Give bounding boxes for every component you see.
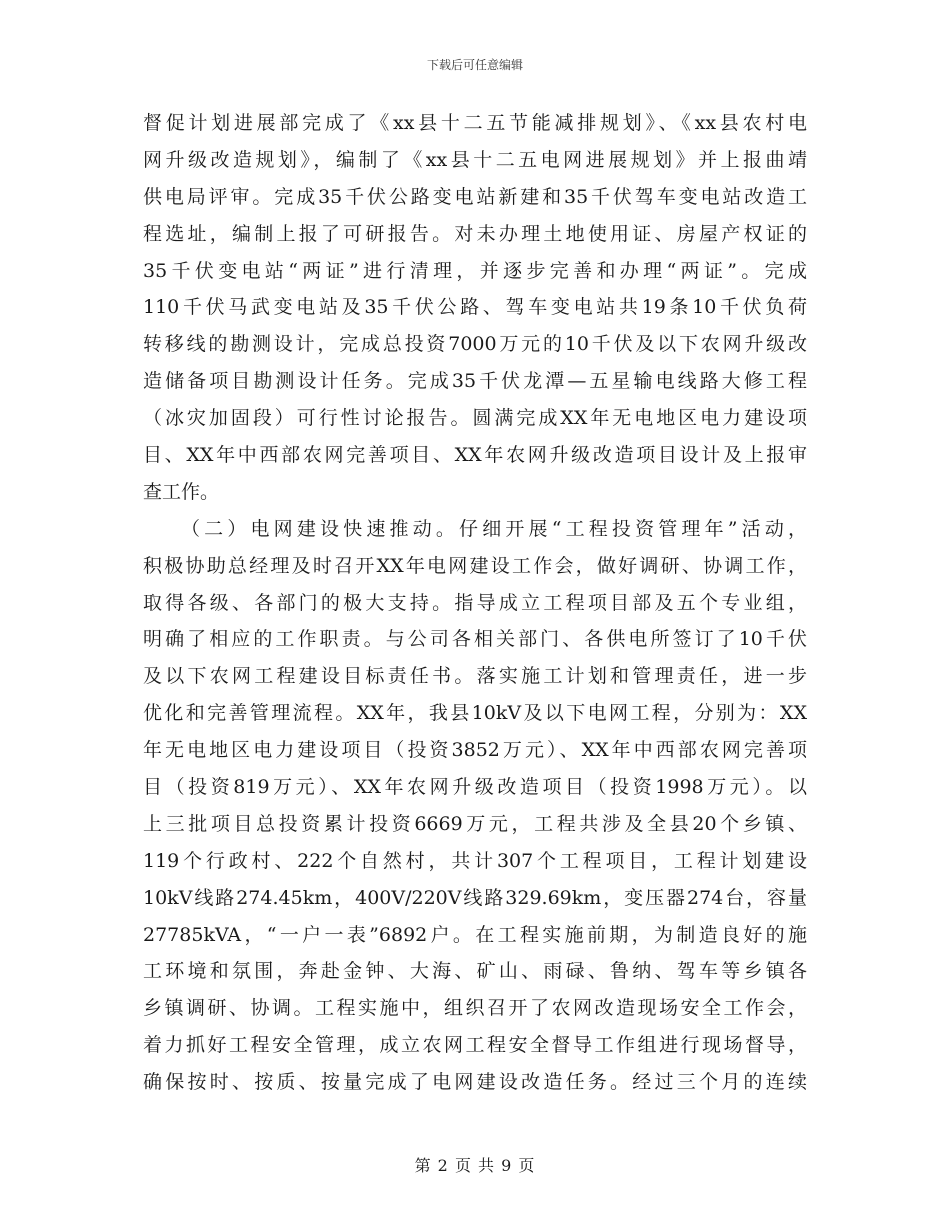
body-line: 着力抓好工程安全管理，成立农网工程安全督导工作组进行现场督导， [143,1034,807,1057]
body-line: 造储备项目勘测设计任务。完成35千伏龙潭—五星输电线路大修工程 [143,370,807,393]
body-line: 目、XX年中西部农网完善项目、XX年农网升级改造项目设计及上报审 [143,444,807,467]
body-line: 程选址，编制上报了可研报告。对未办理土地使用证、房屋产权证的 [143,222,807,245]
body-line: 119个行政村、222个自然村，共计307个工程项目，工程计划建设 [143,849,807,872]
body-line: 查工作。 [143,480,220,503]
page-header-note: 下载后可任意编辑 [426,58,523,72]
body-line: 优化和完善管理流程。XX年，我县10kV及以下电网工程，分别为：XX [143,702,807,725]
body-line: 确保按时、按质、按量完成了电网建设改造任务。经过三个月的连续 [143,1071,807,1094]
body-line: 上三批项目总投资累计投资6669万元，工程共涉及全县20个乡镇、 [143,812,807,835]
body-line: 供电局评审。完成35千伏公路变电站新建和35千伏驾车变电站改造工 [143,185,807,208]
body-line: 督促计划进展部完成了《xx县十二五节能减排规划》、《xx县农村电 [143,112,807,134]
body-line: 27785kVA，“一户一表”6892户。在工程实施前期，为制造良好的施 [143,923,807,946]
body-line: 年无电地区电力建设项目（投资3852万元）、XX年中西部农网完善项 [143,739,807,762]
body-line: 取得各级、各部门的极大支持。指导成立工程项目部及五个专业组， [143,591,807,614]
body-line: 10kV线路274.45km，400V/220V线路329.69km，变压器274台，容量 [143,886,807,909]
body-line: 乡镇调研、协调。工程实施中，组织召开了农网改造现场安全工作会， [143,997,807,1020]
section-heading-line: （二）电网建设快速推动。仔细开展“工程投资管理年”活动， [181,517,807,540]
body-line: 工环境和氛围，奔赴金钟、大海、矿山、雨碌、鲁纳、驾车等乡镇各 [143,960,807,983]
body-line: 及以下农网工程建设目标责任书。落实施工计划和管理责任，进一步 [143,665,807,688]
body-line: 网升级改造规划》，编制了《xx县十二五电网进展规划》并上报曲靖 [143,148,807,171]
body-line: 110千伏马武变电站及35千伏公路、驾车变电站共19条10千伏负荷 [143,296,807,319]
document-body [143,105,807,1101]
body-line: （冰灾加固段）可行性讨论报告。圆满完成XX年无电地区电力建设项 [143,407,807,430]
body-line: 35千伏变电站“两证”进行清理，并逐步完善和办理“两证”。完成 [143,259,807,282]
body-line: 目（投资819万元）、XX年农网升级改造项目（投资1998万元）。以 [143,776,807,799]
page-number: 第 2 页 共 9 页 [414,1156,536,1175]
body-line: 转移线的勘测设计，完成总投资7000万元的10千伏及以下农网升级改 [143,333,807,356]
body-line: 明确了相应的工作职责。与公司各相关部门、各供电所签订了10千伏 [143,628,807,651]
body-line: 积极协助总经理及时召开XX年电网建设工作会，做好调研、协调工作， [143,554,807,577]
